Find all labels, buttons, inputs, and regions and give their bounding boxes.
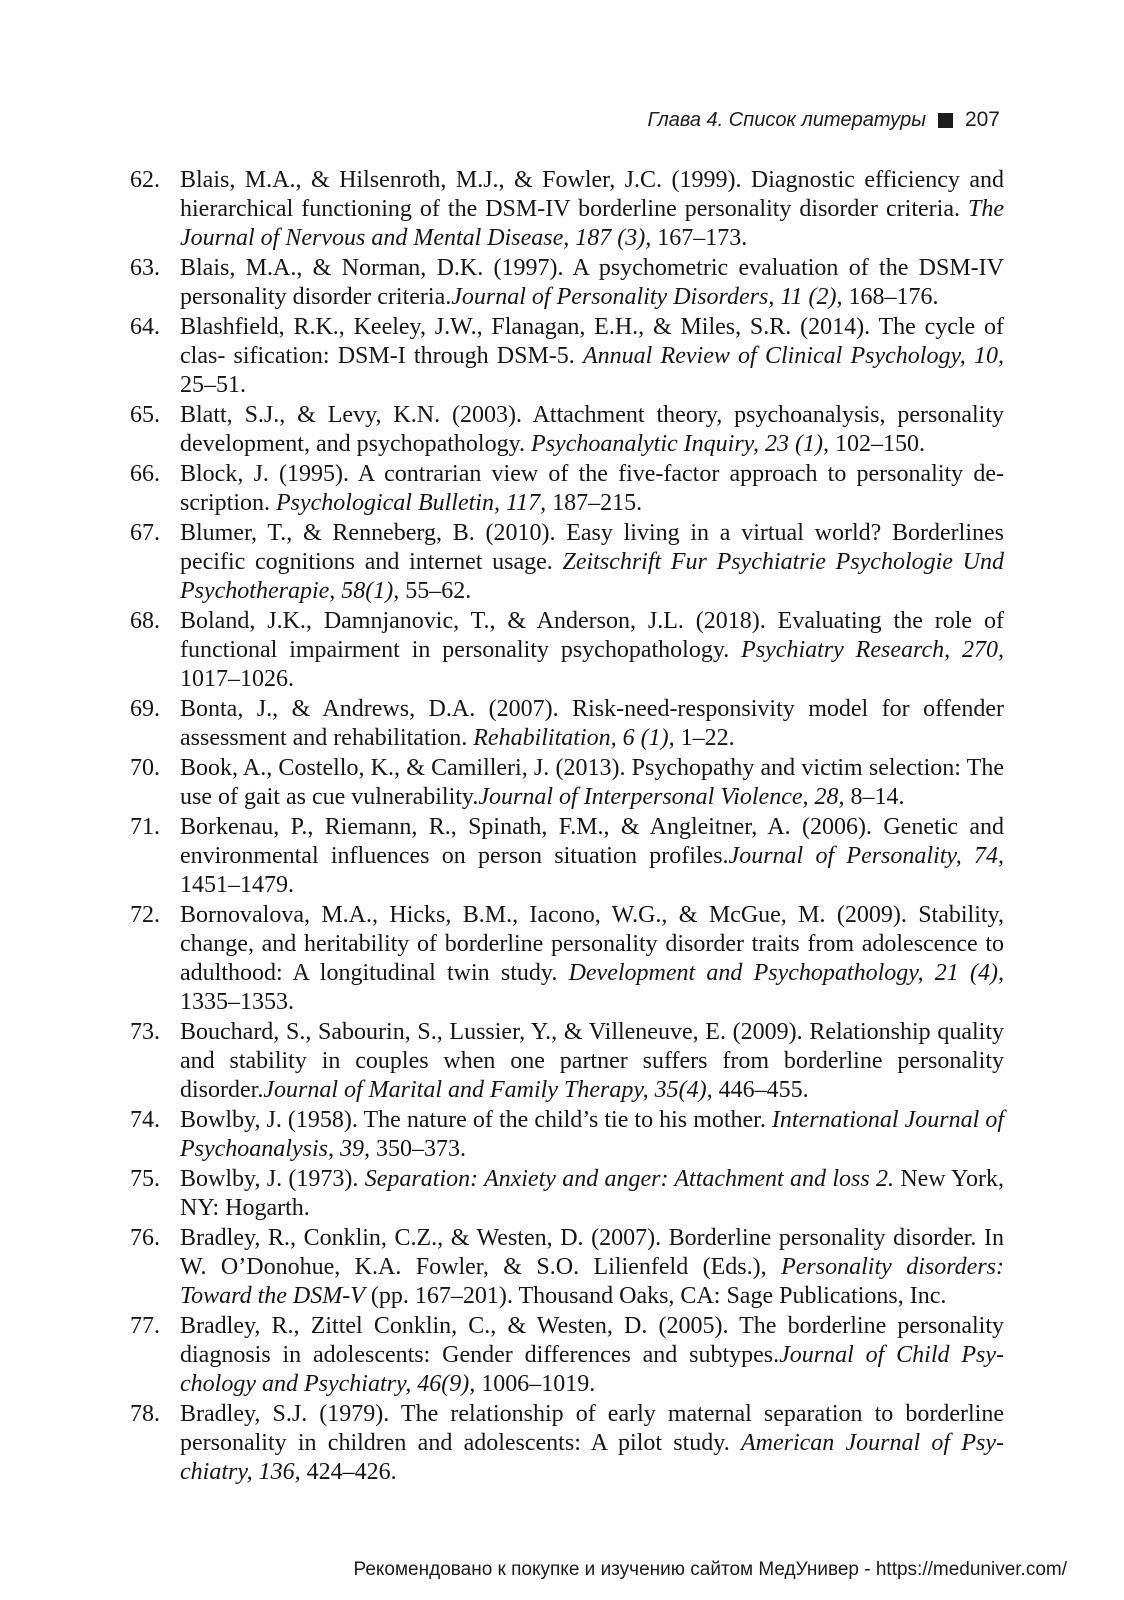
reference-authors-title: Blashfield, R.K., Keeley, J.W., Flanagan, E.H., & Miles, S.R. (2014). The cycle of clas- sification: DSM-I through DSM-5. (180, 314, 1004, 369)
reference-number: 67. (130, 520, 160, 546)
reference-number: 75. (130, 1166, 160, 1192)
reference-number: 63. (130, 255, 160, 281)
reference-number: 76. (130, 1225, 160, 1251)
reference-authors-title: Bowlby, J. (1973). (180, 1166, 365, 1192)
reference-pages: 1335–1353. (180, 989, 294, 1015)
reference-source: Journal of Marital and Family Therapy, 35(4), (263, 1077, 713, 1103)
reference-number: 73. (130, 1019, 160, 1045)
reference-pages: 25–51. (180, 372, 246, 398)
reference-pages: 8–14. (844, 784, 905, 810)
reference-item (130, 1400, 1004, 1487)
reference-text (180, 754, 1004, 812)
reference-text (180, 813, 1004, 900)
reference-source: Journal of Interpersonal Violence, 28, (478, 784, 845, 810)
reference-number: 68. (130, 608, 160, 634)
reference-authors-title: Bradley, S.J. (1979). The relationship of early maternal separation to borderline personality in children and adolescents: A pilot study. (180, 1401, 1004, 1456)
reference-authors-title: Bouchard, S., Sabourin, S., Lussier, Y., & Villeneuve, E. (2009). Relationship quality and stability in couples when one partner suffers from borderline personality disorder. (180, 1019, 1004, 1103)
reference-authors-title: Blatt, S.J., & Levy, K.N. (2003). Attachment theory, psychoanalysis, personality development, and psychopathology. (180, 402, 1004, 457)
reference-authors-title: Bowlby, J. (1958). The nature of the child’s tie to his mother. (180, 1107, 772, 1133)
reference-authors-title: Bonta, J., & Andrews, D.A. (2007). Risk-need-responsivity model for offender assessment and rehabilitation. (180, 696, 1004, 751)
reference-text (180, 519, 1004, 606)
chapter-title: Глава 4. Список литературы (647, 108, 926, 131)
reference-number: 71. (130, 814, 160, 840)
reference-source: Zeitschrift Fur Psychiatrie Psychologie Und Psychotherapie, 58(1), (180, 549, 1004, 604)
reference-source: Psychiatry Research, 270, (741, 637, 1004, 663)
reference-source: Rehabilitation, 6 (1), (473, 725, 675, 751)
reference-item (130, 254, 1004, 312)
reference-item (130, 1018, 1004, 1105)
reference-source: Separation: Anxiety and anger: Attachment and loss 2. (364, 1166, 894, 1192)
reference-authors-title: Bornovalova, M.A., Hicks, B.M., Iacono, W.G., & McGue, M. (2009). Stability, change, and heritability of borderline personality disorder traits from adolescence to adulthood: A longitudinal twin study. (180, 902, 1004, 986)
reference-number: 70. (130, 755, 160, 781)
reference-authors-title: Bradley, R., Conklin, C.Z., & Westen, D. (2007). Borderline personality disorder. In W. O’Donohue, K.A. Fowler, & S.O. Lilienfeld (Eds.), (180, 1225, 1004, 1280)
reference-pages: New York, NY: Hogarth. (180, 1166, 1004, 1221)
separator-square-icon (938, 113, 953, 128)
reference-authors-title: Blais, M.A., & Norman, D.K. (1997). A psychometric evaluation of the DSM-IV personality disorder criteria. (180, 255, 1004, 310)
reference-source: Development and Psychopathology, 21 (4), (568, 960, 1005, 986)
reference-number: 78. (130, 1401, 160, 1427)
reference-item (130, 1312, 1004, 1399)
reference-source: Psychoanalytic Inquiry, 23 (1), (531, 431, 829, 457)
reference-text (180, 1312, 1004, 1399)
reference-text (180, 901, 1004, 1017)
reference-item (130, 166, 1004, 253)
reference-item (130, 313, 1004, 400)
reference-pages: 167–173. (651, 225, 748, 251)
reference-authors-title: Bradley, R., Zittel Conklin, C., & Westen, D. (2005). The borderline personality diagnosis in adolescents: Gender differences and subtypes. (180, 1313, 1004, 1368)
reference-number: 62. (130, 167, 160, 193)
reference-item (130, 1224, 1004, 1311)
reference-authors-title: Boland, J.K., Damnjanovic, T., & Anderson, J.L. (2018). Evaluating the role of functional impairment in personality psychopathology. (180, 608, 1004, 663)
reference-item (130, 401, 1004, 459)
page-number: 207 (964, 108, 1000, 131)
reference-pages: 187–215. (546, 490, 643, 516)
reference-text (180, 1400, 1004, 1487)
reference-text (180, 460, 1004, 518)
reference-text (180, 1106, 1004, 1164)
reference-item (130, 754, 1004, 812)
reference-authors-title: Blumer, T., & Renneberg, B. (2010). Easy living in a virtual world? Borderlines pecific cognitions and internet usage. (180, 520, 1004, 575)
reference-list (130, 166, 1004, 1488)
reference-text (180, 401, 1004, 459)
reference-number: 69. (130, 696, 160, 722)
reference-text (180, 166, 1004, 253)
reference-item (130, 519, 1004, 606)
reference-authors-title: Book, A., Costello, K., & Camilleri, J. (2013). Psychopathy and victim selection: The use of gait as cue vulnerability. (180, 755, 1004, 810)
reference-pages: 1006–1019. (475, 1371, 596, 1397)
reference-item (130, 901, 1004, 1017)
reference-text (180, 607, 1004, 694)
reference-authors-title: Blais, M.A., & Hilsenroth, M.J., & Fowler, J.C. (1999). Diagnostic efficiency and hierarchical functioning of the DSM-IV borderline personality disorder criteria. (180, 167, 1004, 222)
reference-pages: 424–426. (300, 1459, 397, 1485)
reference-source: The Journal of Nervous and Mental Disease, 187 (3), (180, 196, 1004, 251)
reference-text (180, 254, 1004, 312)
reference-pages: (pp. 167–201). Thousand Oaks, CA: Sage Publications, Inc. (364, 1283, 947, 1309)
reference-pages: 1017–1026. (180, 666, 294, 692)
reference-source: International Journal of Psychoanalysis, 39, (180, 1107, 1004, 1162)
reference-pages: 168–176. (842, 284, 939, 310)
reference-source: American Journal of Psychiatry, 136, (180, 1430, 1004, 1485)
reference-item (130, 460, 1004, 518)
reference-text (180, 695, 1004, 753)
reference-source: Journal of Child Psychology and Psychiatry, 46(9), (180, 1342, 1004, 1397)
reference-number: 66. (130, 461, 160, 487)
reference-authors-title: Block, J. (1995). A contrarian view of the five-factor approach to personality description. (180, 461, 1004, 516)
reference-pages: 102–150. (828, 431, 925, 457)
reference-source: Journal of Personality, 74, (728, 843, 1004, 869)
reference-source: Journal of Personality Disorders, 11 (2), (451, 284, 843, 310)
reference-text (180, 1224, 1004, 1311)
running-head (647, 108, 1000, 132)
reference-number: 65. (130, 402, 160, 428)
reference-pages: 1–22. (674, 725, 735, 751)
reference-number: 64. (130, 314, 160, 340)
reference-number: 72. (130, 902, 160, 928)
reference-source: Annual Review of Clinical Psychology, 10, (583, 343, 1004, 369)
reference-text (180, 313, 1004, 400)
reference-item (130, 1106, 1004, 1164)
reference-text (180, 1018, 1004, 1105)
reference-text (180, 1165, 1004, 1223)
reference-item (130, 607, 1004, 694)
reference-pages: 446–455. (712, 1077, 809, 1103)
reference-source: Personality disorders: Toward the DSM-V (180, 1254, 1004, 1309)
reference-number: 77. (130, 1313, 160, 1339)
reference-number: 74. (130, 1107, 160, 1133)
reference-source: Psychological Bulletin, 117, (276, 490, 547, 516)
reference-pages: 55–62. (399, 578, 472, 604)
reference-pages: 1451–1479. (180, 872, 294, 898)
reference-item (130, 813, 1004, 900)
footer-notice: Рекомендовано к покупке и изучению сайтом МедУнивер - https://meduniver.com/ (353, 1559, 1067, 1580)
reference-item (130, 1165, 1004, 1223)
reference-item (130, 695, 1004, 753)
reference-pages: 350–373. (369, 1136, 466, 1162)
reference-authors-title: Borkenau, P., Riemann, R., Spinath, F.M., & Angleitner, A. (2006). Genetic and environmental influences on person situation profiles. (180, 814, 1004, 869)
